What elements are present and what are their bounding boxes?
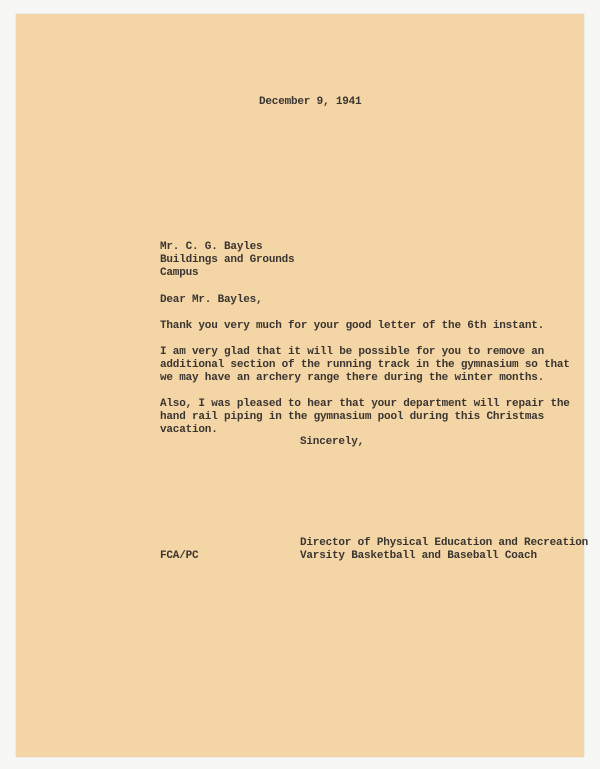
recipient-location: Campus [160,267,199,279]
paragraph-3-line-1: Also, I was pleased to hear that your department will repair the [160,398,570,410]
paragraph-3-line-3: vacation. [160,424,218,436]
letter-date: December 9, 1941 [259,96,362,108]
letter-page [16,14,589,757]
paragraph-1: Thank you very much for your good letter of the 6th instant. [160,320,545,332]
paragraph-3-line-2: hand rail piping in the gymnasium pool during this Christmas [160,411,545,423]
paragraph-2-line-2: additional section of the running track in the gymnasium so that [160,359,570,371]
signature-title-line-2: Varsity Basketball and Baseball Coach [300,550,537,562]
recipient-name: Mr. C. G. Bayles [160,241,263,253]
signature-title-line-1: Director of Physical Education and Recreation [300,537,589,549]
recipient-department: Buildings and Grounds [160,254,295,266]
paragraph-2-line-3: we may have an archery range there during the winter months. [160,372,545,384]
typist-initials: FCA/PC [160,550,199,562]
paragraph-2-line-1: I am very glad that it will be possible for you to remove an [160,346,545,358]
closing: Sincerely, [300,436,365,448]
salutation: Dear Mr. Bayles, [160,294,263,306]
